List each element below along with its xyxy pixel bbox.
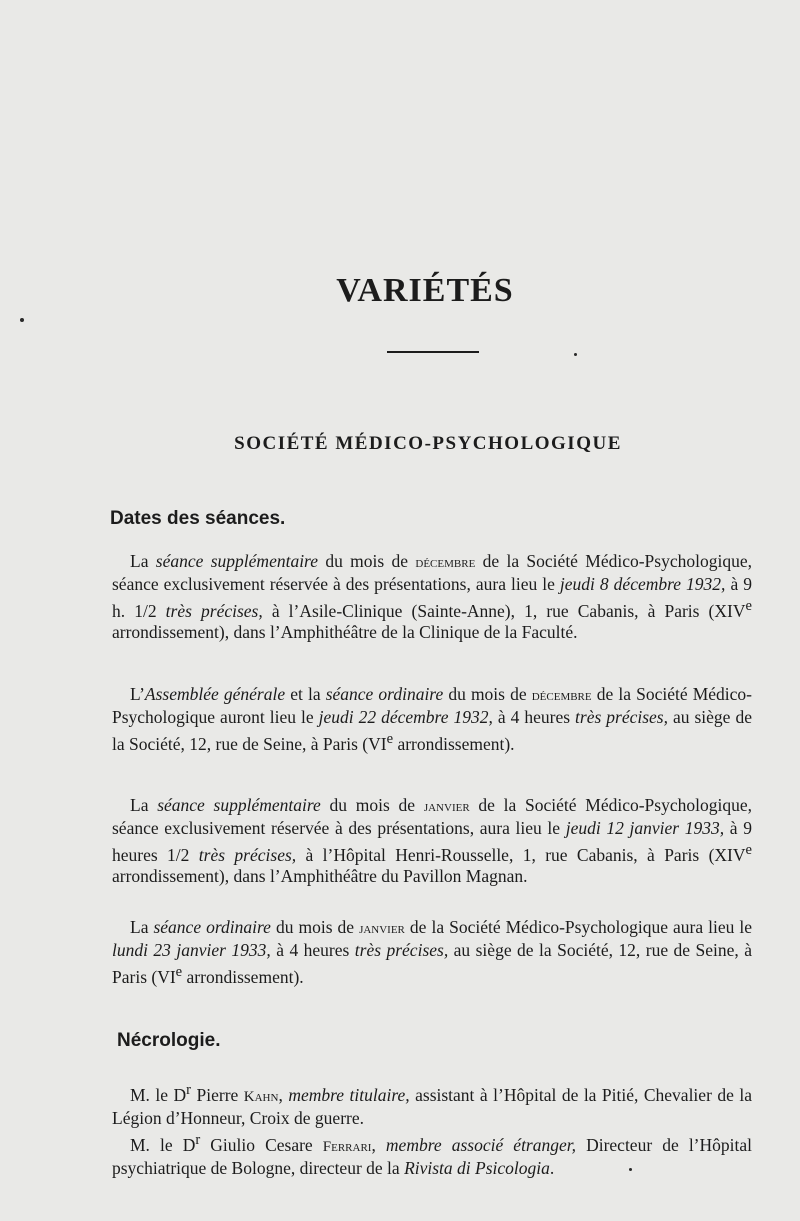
necrology-entry-ferrari: M. le $D^r$ Giulio Cesare Ferrari, membre associé étranger, Directeur de l’Hôpital psychiatrique de Bologne, directeur de la Rivista di Psicologia. xyxy=(112,1131,753,1178)
paragraph-december-general-assembly: L’Assemblée générale et la séance ordinaire du mois de décembre de la Société Médico-Psychologique auront lieu le jeudi 22 décembre 1932, à 4 heures très précises, au siège de la Société, 12, rue de Seine, à Paris (VIe arrondissement). xyxy=(112,684,752,754)
paragraph-january-ordinary: La séance ordinaire du mois de janvier de la Société Médico-Psychologique aura lieu le lundi 23 janvier 1933, à 4 heures très précises, au siège de la Société, 12, rue de Seine, à Paris (VIe arrondissement). xyxy=(112,917,752,987)
society-heading: SOCIÉTÉ MÉDICO-PSYCHOLOGIQUE xyxy=(234,433,622,454)
dates-heading: Dates des séances. xyxy=(110,508,286,529)
necrology-heading: Nécrologie. xyxy=(117,1030,221,1051)
paragraph-january-supplementary: La séance supplémentaire du mois de janvier de la Société Médico-Psychologique, séance exclusivement réservée à des présentations, aura lieu le jeudi 12 janvier 1933, à 9 heures 1/2 très précises, à l’Hôpital Henri-Rousselle, 1, rue Cabanis, à Paris (XIVe arrondissement), dans l’Amphithéâtre du Pavillon Magnan. xyxy=(112,795,752,887)
necrology-entry-kahn: M. le $D^r$ Pierre Kahn, membre titulaire, assistant à l’Hôpital de la Pitié, Chevalier de la Légion d’Honneur, Croix de guerre. xyxy=(112,1082,753,1129)
page-title: VARIÉTÉS xyxy=(336,272,514,309)
paragraph-december-supplementary: La séance supplémentaire du mois de décembre de la Société Médico-Psychologique, séance exclusivement réservée à des présentations, aura lieu le jeudi 8 décembre 1932, à 9 h. 1/2 très précises, à l’Asile-Clinique (Sainte-Anne), 1, rue Cabanis, à Paris (XIVe arrondissement), dans l’Amphithéâtre de la Clinique de la Faculté. xyxy=(112,551,752,643)
title-divider xyxy=(387,351,479,353)
ink-speck xyxy=(574,353,577,356)
ink-speck xyxy=(20,318,24,322)
necrology-entries xyxy=(112,1080,752,1179)
ink-speck xyxy=(629,1168,632,1171)
